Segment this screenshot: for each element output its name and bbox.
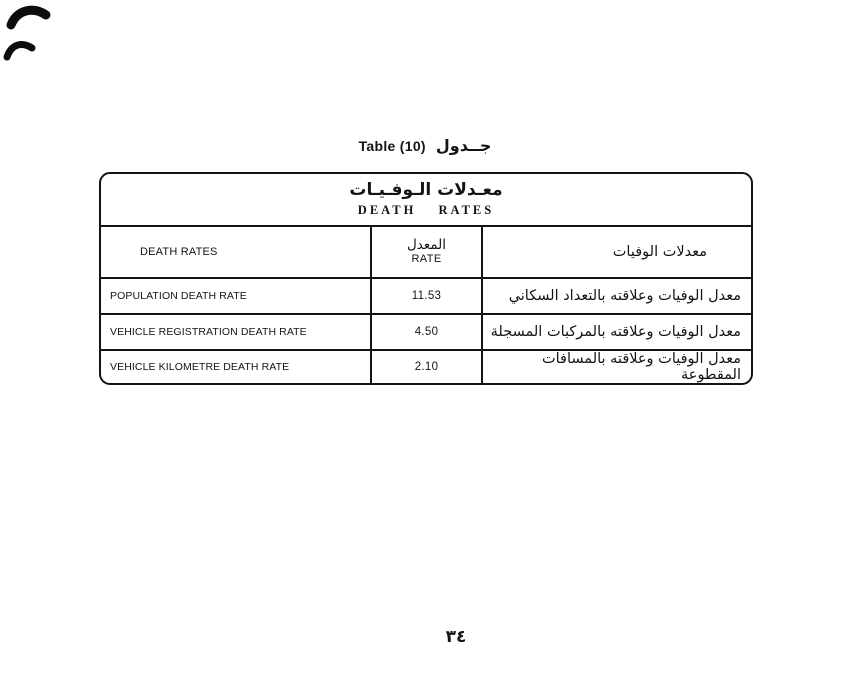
column-header-row <box>101 227 751 279</box>
row-label-english: VEHICLE KILOMETRE DEATH RATE <box>101 351 372 383</box>
row-label-arabic: معدل الوفيات وعلاقته بالمسافات المقطوعة <box>541 351 741 383</box>
row-rate-value: 4.50 <box>372 315 483 349</box>
page-heading-arabic: جــدول <box>435 136 492 155</box>
row-rate-value: 2.10 <box>372 351 483 383</box>
page-number: ٣٤ <box>445 627 467 647</box>
table-row <box>101 351 751 383</box>
row-rate-value: 11.53 <box>372 279 483 313</box>
column-header-arabic: معدلات الوفيات <box>612 244 707 260</box>
table-row <box>101 279 751 315</box>
table-row <box>101 315 751 351</box>
rate-header-english: RATE <box>411 253 442 266</box>
table-title-english: DEATH RATES <box>357 203 495 217</box>
row-label-arabic: معدل الوفيات وعلاقته بالتعداد السكاني <box>508 288 741 304</box>
row-label-arabic: معدل الوفيات وعلاقته بالمركبات المسجلة <box>490 324 741 340</box>
column-header-english: DEATH RATES <box>101 227 372 277</box>
column-header-rate <box>372 227 483 277</box>
death-rates-table <box>99 172 753 385</box>
row-label-english: POPULATION DEATH RATE <box>101 279 372 313</box>
page-heading <box>0 136 850 156</box>
table-title-row <box>101 174 751 227</box>
row-label-english: VEHICLE REGISTRATION DEATH RATE <box>101 315 372 349</box>
page-heading-english: Table (10) <box>358 138 426 154</box>
scan-corner-marks-icon <box>2 2 64 72</box>
table-title-arabic: معـدلات الـوفـيـات <box>349 180 503 200</box>
rate-header-arabic: المعدل <box>406 236 447 253</box>
